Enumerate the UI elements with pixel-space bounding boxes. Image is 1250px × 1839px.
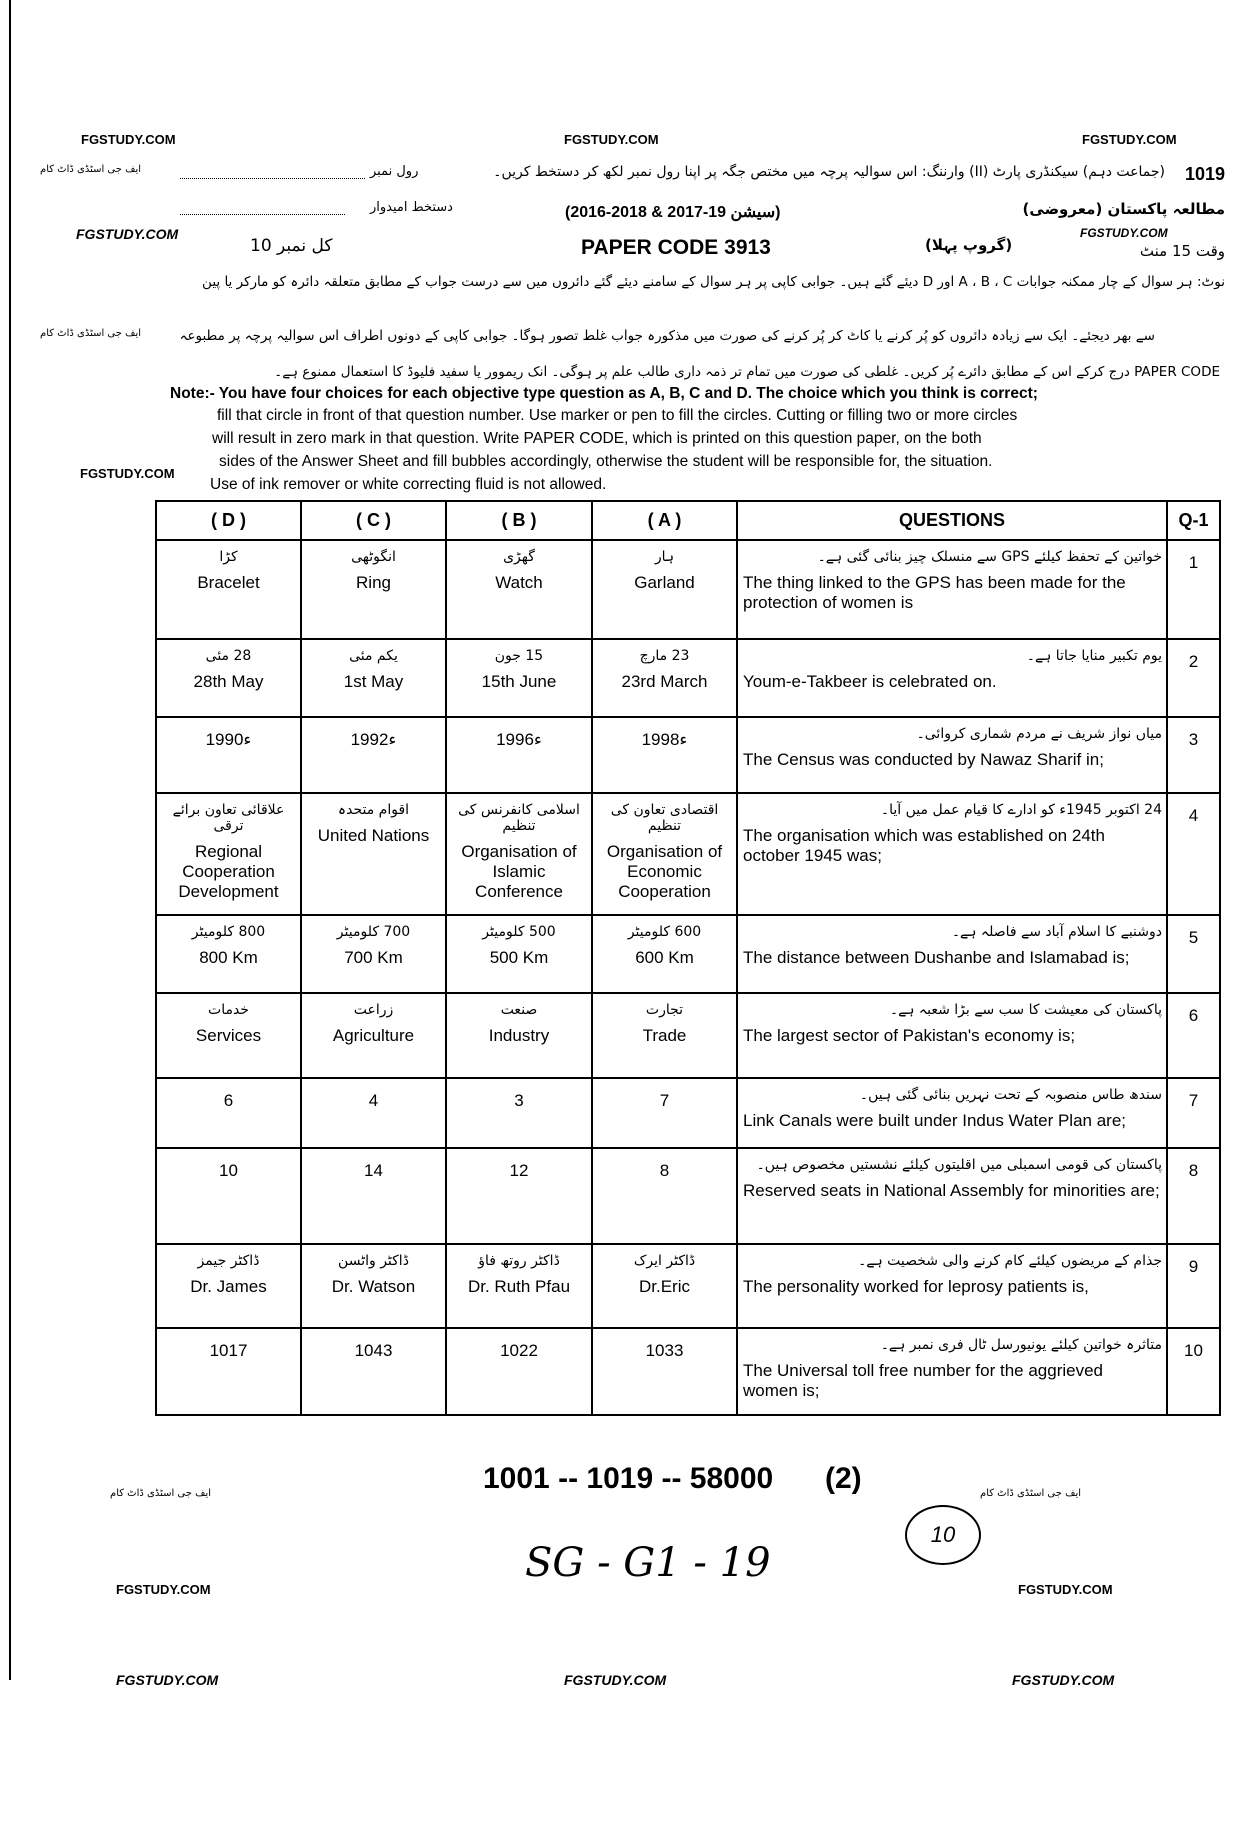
option-c — [301, 915, 446, 993]
option-english: Regional Cooperation Development — [178, 842, 279, 901]
question-english: Reserved seats in National Assembly for minorities are; — [743, 1181, 1160, 1200]
header-d: ( D ) — [156, 501, 301, 540]
option-d — [156, 1244, 301, 1328]
option-a — [592, 1148, 737, 1244]
note-english: sides of the Answer Sheet and fill bubbles accordingly, otherwise the student will be responsible for, the situation. — [219, 453, 993, 470]
option-english: Ring — [356, 573, 391, 592]
question-english: The distance between Dushanbe and Islamabad is; — [743, 948, 1130, 967]
scan-edge — [9, 0, 11, 1680]
session: (2016-2018 & 2017-19 سیشن) — [565, 204, 781, 221]
note-urdu: PAPER CODE درج کرکے اس کے مطابق دائرے پُر کریں۔ غلطی کی صورت میں تمام تر ذمہ داری طالب علم پر ہوگی۔ انک ریموور یا سفید فلیوڈ کا استعمال ممنوع ہے۔ — [274, 364, 1220, 380]
option-urdu: گھڑی — [503, 549, 535, 565]
question-urdu: 24 اکتوبر 1945ء کو ادارے کا قیام عمل میں آیا۔ — [880, 802, 1162, 818]
question-number: 1 — [1167, 540, 1220, 639]
option-english: Organisation of Islamic Conference — [461, 842, 577, 901]
option-b — [446, 915, 592, 993]
question — [737, 1328, 1167, 1415]
question-number: 7 — [1167, 1078, 1220, 1148]
option-a — [592, 717, 737, 793]
option-english: 8 — [659, 1161, 670, 1180]
question-number: 8 — [1167, 1148, 1220, 1244]
table-row — [156, 915, 1220, 993]
option-english: 1017 — [209, 1341, 248, 1360]
question-english: The thing linked to the GPS has been made for the protection of women is — [743, 573, 1126, 612]
question-number: 3 — [1167, 717, 1220, 793]
question-number: 4 — [1167, 793, 1220, 915]
option-b — [446, 639, 592, 717]
header-qnum: Q-1 — [1167, 501, 1220, 540]
option-english: 1996ء — [496, 730, 542, 749]
option-english: 23rd March — [621, 672, 708, 691]
option-english: Garland — [634, 573, 695, 592]
option-c — [301, 639, 446, 717]
roll-number-label: رول نمبر — [370, 164, 419, 179]
watermark: FGSTUDY.COM — [564, 132, 659, 147]
table-row — [156, 793, 1220, 915]
option-english: 28th May — [193, 672, 264, 691]
option-a — [592, 1078, 737, 1148]
option-urdu: یکم مئی — [349, 648, 398, 664]
option-english: 6 — [223, 1091, 234, 1110]
option-english: 800 Km — [199, 948, 258, 967]
option-urdu: ڈاکٹر ایرک — [633, 1253, 696, 1269]
question — [737, 540, 1167, 639]
option-english: Dr. Ruth Pfau — [467, 1277, 571, 1296]
question-urdu: یوم تکبیر منایا جاتا ہے۔ — [1026, 648, 1162, 664]
option-d — [156, 540, 301, 639]
option-urdu: 500 کلومیٹر — [482, 924, 556, 940]
option-urdu: علاقائی تعاون برائے ترقی — [172, 802, 285, 834]
note-urdu: سے بھر دیجئے۔ ایک سے زیادہ دائروں کو پُر کرنے یا کاٹ کر پُر کرنے کی صورت میں مذکورہ جواب غلط تصور ہوگا۔ جوابی کاپی کے دونوں اطراف اس سوالیہ پرچہ پر مطبوعہ — [179, 328, 1155, 344]
question — [737, 1148, 1167, 1244]
option-c — [301, 1148, 446, 1244]
table-row — [156, 1078, 1220, 1148]
watermark-urdu: ایف جی اسٹڈی ڈاٹ کام — [40, 328, 142, 339]
mcq-table — [155, 500, 1221, 1416]
option-urdu: تجارت — [645, 1002, 684, 1018]
question — [737, 993, 1167, 1078]
paper-number: 1019 — [1184, 164, 1225, 184]
question — [737, 639, 1167, 717]
option-english: Bracelet — [197, 573, 260, 592]
watermark: FGSTUDY.COM — [1012, 1672, 1115, 1688]
option-d — [156, 1148, 301, 1244]
option-c — [301, 1078, 446, 1148]
option-english: 700 Km — [344, 948, 403, 967]
header-c: ( C ) — [301, 501, 446, 540]
question-urdu: میاں نواز شریف نے مردم شماری کروائی۔ — [916, 726, 1162, 742]
note-urdu: نوٹ: ہر سوال کے چار ممکنہ جوابات A ، B ، C اور D دیئے گئے ہیں۔ جوابی کاپی پر ہر سوال کے سامنے دیئے گئے دائروں میں سے درست جواب کے مطابق متعلقہ دائرہ کو مارکر یا پین — [202, 274, 1225, 290]
option-english: 7 — [659, 1091, 670, 1110]
question — [737, 793, 1167, 915]
table-row — [156, 993, 1220, 1078]
question-urdu: دوشنبے کا اسلام آباد سے فاصلہ ہے۔ — [951, 924, 1162, 940]
option-b — [446, 1244, 592, 1328]
watermark: FGSTUDY.COM — [81, 132, 176, 147]
question-urdu: پاکستان کی معیشت کا سب سے بڑا شعبہ ہے۔ — [889, 1002, 1162, 1018]
option-english: Dr.Eric — [639, 1277, 690, 1296]
option-urdu: ہار — [654, 549, 675, 565]
note-english: will result in zero mark in that question. Write PAPER CODE, which is printed on this question paper, on the both — [212, 430, 982, 447]
option-english: 1990ء — [205, 730, 252, 749]
option-english: 500 Km — [489, 948, 549, 967]
watermark: FGSTUDY.COM — [1018, 1582, 1113, 1597]
question — [737, 1244, 1167, 1328]
watermark: FGSTUDY.COM — [76, 226, 179, 242]
option-b — [446, 717, 592, 793]
table-row — [156, 1328, 1220, 1415]
option-english: Industry — [488, 1026, 550, 1045]
question-number: 6 — [1167, 993, 1220, 1078]
option-a — [592, 993, 737, 1078]
option-a — [592, 540, 737, 639]
option-a — [592, 1328, 737, 1415]
option-english: 14 — [364, 1161, 383, 1180]
question-number: 10 — [1167, 1328, 1220, 1415]
option-urdu: کڑا — [219, 549, 238, 565]
option-d — [156, 1078, 301, 1148]
option-english: 10 — [219, 1161, 238, 1180]
option-english: Trade — [642, 1026, 687, 1045]
option-english: 1033 — [645, 1341, 684, 1360]
question-english: The Census was conducted by Nawaz Sharif in; — [743, 750, 1104, 769]
question-english: The largest sector of Pakistan's economy is; — [743, 1026, 1076, 1045]
option-b — [446, 1078, 592, 1148]
option-english: United Nations — [317, 826, 430, 845]
option-english: Dr. James — [190, 1277, 267, 1296]
question-number: 9 — [1167, 1244, 1220, 1328]
option-english: Dr. Watson — [331, 1277, 416, 1296]
note-english: Note:- You have four choices for each objective type question as A, B, C and D. The choice which you think is correct; — [170, 385, 1038, 402]
signature-label: دستخط امیدوار — [370, 200, 453, 215]
option-d — [156, 993, 301, 1078]
option-c — [301, 993, 446, 1078]
circled-mark: 10 — [905, 1505, 981, 1565]
note-english: fill that circle in front of that question number. Use marker or pen to fill the circles. Cutting or filling two or more circles — [217, 407, 1018, 424]
handwritten-code: SG - G1 - 19 — [525, 1540, 771, 1586]
option-c — [301, 1328, 446, 1415]
question-urdu: سندھ طاس منصوبہ کے تحت نہریں بنائی گئی ہیں۔ — [859, 1087, 1162, 1103]
option-urdu: 23 مارچ — [639, 648, 690, 664]
option-urdu: انگوٹھی — [351, 549, 396, 565]
option-d — [156, 1328, 301, 1415]
time-allowed: وقت 15 منٹ — [1139, 242, 1225, 260]
option-english: Agriculture — [332, 1026, 415, 1045]
watermark: FGSTUDY.COM — [116, 1582, 211, 1597]
option-b — [446, 540, 592, 639]
watermark-urdu: ایف جی اسٹڈی ڈاٹ کام — [40, 164, 142, 175]
question-urdu: متاثرہ خواتین کیلئے یونیورسل ٹال فری نمبر ہے۔ — [880, 1337, 1162, 1353]
option-urdu: زراعت — [353, 1002, 394, 1018]
option-urdu: 600 کلومیٹر — [627, 924, 702, 940]
option-english: 4 — [368, 1091, 379, 1110]
question — [737, 717, 1167, 793]
print-part: (2) — [825, 1462, 862, 1495]
roll-number-field — [180, 166, 365, 179]
question-urdu: جذام کے مریضوں کیلئے کام کرنے والی شخصیت ہے۔ — [858, 1253, 1162, 1269]
total-marks: کل نمبر 10 — [250, 236, 333, 256]
option-english: 1st May — [343, 672, 404, 691]
option-urdu: 800 کلومیٹر — [191, 924, 266, 940]
note-english: Use of ink remover or white correcting fluid is not allowed. — [210, 476, 607, 493]
watermark-urdu: ایف جی اسٹڈی ڈاٹ کام — [110, 1488, 212, 1499]
header-questions: QUESTIONS — [737, 501, 1167, 540]
option-english: 1992ء — [350, 730, 397, 749]
option-urdu: اقتصادی تعاون کی تنظیم — [610, 802, 719, 834]
option-b — [446, 793, 592, 915]
option-english: 1022 — [500, 1341, 538, 1360]
question — [737, 915, 1167, 993]
instruction-line: (جماعت دہم) سیکنڈری پارٹ (II) وارننگ: اس سوالیہ پرچہ میں مختص جگہ پر اپنا رول نمبر لکھ کر دستخط کریں۔ — [493, 164, 1165, 180]
watermark: FGSTUDY.COM — [1080, 226, 1168, 240]
option-english: 600 Km — [635, 948, 694, 967]
option-urdu: ڈاکٹر واٹسن — [338, 1253, 409, 1269]
option-english: Organisation of Economic Cooperation — [606, 842, 723, 901]
option-urdu: اقوام متحدہ — [337, 802, 410, 818]
watermark: FGSTUDY.COM — [80, 466, 175, 481]
option-a — [592, 639, 737, 717]
option-urdu: خدمات — [208, 1002, 249, 1018]
print-code: 1001 -- 1019 -- 58000 — [483, 1462, 774, 1495]
table-header — [156, 501, 1220, 540]
option-english: 3 — [514, 1091, 524, 1110]
question-urdu: پاکستان کی قومی اسمبلی میں اقلیتوں کیلئے نشستیں مخصوص ہیں۔ — [756, 1157, 1162, 1173]
question-english: Youm-e-Takbeer is celebrated on. — [743, 672, 997, 691]
option-a — [592, 1244, 737, 1328]
question-number: 5 — [1167, 915, 1220, 993]
watermark: FGSTUDY.COM — [564, 1672, 667, 1688]
option-c — [301, 540, 446, 639]
option-d — [156, 793, 301, 915]
header-b: ( B ) — [446, 501, 592, 540]
group: (گروپ پہلا) — [925, 236, 1013, 254]
watermark: FGSTUDY.COM — [116, 1672, 219, 1688]
watermark: FGSTUDY.COM — [1082, 132, 1177, 147]
option-c — [301, 1244, 446, 1328]
option-english: 15th June — [481, 672, 557, 691]
option-urdu: 28 مئی — [205, 648, 252, 664]
table-row — [156, 1148, 1220, 1244]
option-english: 1998ء — [641, 730, 688, 749]
option-b — [446, 993, 592, 1078]
option-english: 1043 — [354, 1341, 393, 1360]
table-row — [156, 639, 1220, 717]
question-english: The personality worked for leprosy patients is, — [743, 1277, 1089, 1296]
paper-code: PAPER CODE 3913 — [581, 236, 771, 259]
table-row — [156, 540, 1220, 639]
question-english: Link Canals were built under Indus Water Plan are; — [743, 1111, 1127, 1130]
option-d — [156, 639, 301, 717]
option-urdu: اسلامی کانفرنس کی تنظیم — [458, 802, 580, 834]
option-a — [592, 793, 737, 915]
option-a — [592, 915, 737, 993]
option-urdu: 15 جون — [494, 648, 544, 664]
option-english: Watch — [495, 573, 543, 592]
option-urdu: صنعت — [500, 1002, 538, 1018]
option-b — [446, 1328, 592, 1415]
option-urdu: 700 کلومیٹر — [336, 924, 411, 940]
question-number: 2 — [1167, 639, 1220, 717]
signature-field — [180, 204, 345, 215]
option-english: Services — [195, 1026, 262, 1045]
subject: مطالعہ پاکستان (معروضی) — [1022, 200, 1225, 218]
question — [737, 1078, 1167, 1148]
option-c — [301, 793, 446, 915]
question-english: The Universal toll free number for the aggrieved women is; — [743, 1361, 1104, 1400]
option-urdu: ڈاکٹر روتھ فاؤ — [478, 1253, 560, 1269]
table-row — [156, 1244, 1220, 1328]
option-b — [446, 1148, 592, 1244]
question-english: The organisation which was established on 24th october 1945 was; — [743, 826, 1105, 865]
option-d — [156, 717, 301, 793]
option-english: 12 — [509, 1161, 529, 1180]
option-d — [156, 915, 301, 993]
option-c — [301, 717, 446, 793]
table-row — [156, 717, 1220, 793]
question-urdu: خواتین کے تحفظ کیلئے GPS سے منسلک چیز بنائی گئی ہے۔ — [817, 549, 1162, 565]
header-a: ( A ) — [592, 501, 737, 540]
option-urdu: ڈاکٹر جیمز — [197, 1253, 260, 1269]
watermark-urdu: ایف جی اسٹڈی ڈاٹ کام — [980, 1488, 1082, 1499]
